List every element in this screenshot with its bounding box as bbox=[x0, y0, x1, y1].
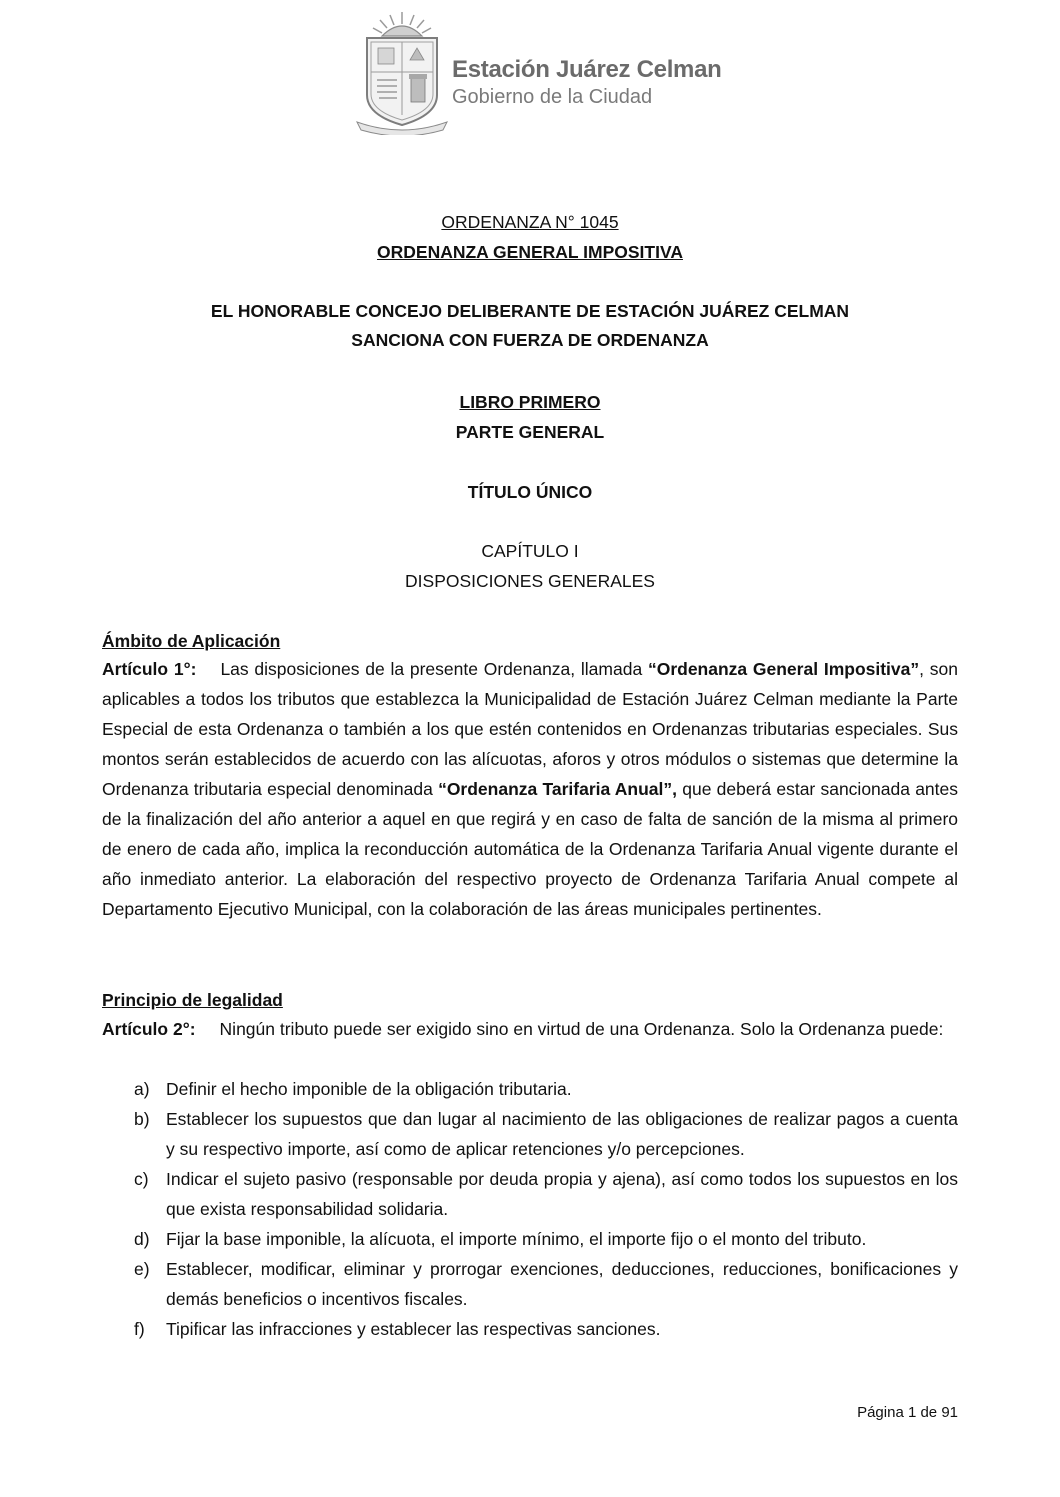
article-2-text: Ningún tributo puede ser exigido sino en virtud de una Ordenanza. Solo la Ordenanza puede: bbox=[219, 1019, 944, 1039]
article-1-text-b: , son aplicables a todos los tributos que establezca la Municipalidad de Estación Juárez Celman mediante la Parte Especial de esta Ordenanza o también a los que estén contenidos en Ordenanzas tributarias especiales. Sus montos serán establecidos de acuerdo con las alícuotas, aforos y otros módulos o sistemas que determine la Ordenanza tributaria especial denominada bbox=[102, 659, 958, 799]
list-item-marker: c) bbox=[134, 1169, 149, 1189]
list-item-text: Tipificar las infracciones y establecer las respectivas sanciones. bbox=[166, 1319, 661, 1339]
part-title: PARTE GENERAL bbox=[455, 422, 605, 442]
municipal-crest-icon bbox=[355, 10, 450, 135]
list-item-marker: d) bbox=[134, 1229, 150, 1249]
list-item-text: Indicar el sujeto pasivo (responsable por deuda propia y ajena), así como todos los supuestos en los que exista responsabilidad solidaria. bbox=[166, 1169, 958, 1219]
brand-title: Estación Juárez Celman bbox=[452, 56, 722, 83]
list-item bbox=[102, 1164, 958, 1224]
article-2-list bbox=[102, 1074, 958, 1344]
ordinance-name: ORDENANZA GENERAL IMPOSITIVA bbox=[377, 242, 683, 262]
page-number: Página 1 de 91 bbox=[857, 1404, 958, 1421]
list-item-text: Establecer los supuestos que dan lugar al nacimiento de las obligaciones de realizar pagos a cuenta y su respectivo importe, así como de aplicar retenciones y/o percepciones. bbox=[166, 1109, 958, 1159]
list-item bbox=[102, 1074, 958, 1104]
list-item-text: Definir el hecho imponible de la obligación tributaria. bbox=[166, 1079, 572, 1099]
article-1-text-a: Las disposiciones de la presente Ordenanza, llamada bbox=[220, 659, 648, 679]
council-line-2: SANCIONA CON FUERZA DE ORDENANZA bbox=[351, 330, 709, 350]
list-item-marker: a) bbox=[134, 1079, 150, 1099]
list-item-marker: e) bbox=[134, 1259, 150, 1279]
list-item-text: Establecer, modificar, eliminar y prorrogar exenciones, deducciones, reducciones, bonificaciones y demás beneficios o incentivos fiscales. bbox=[166, 1259, 958, 1309]
article-1-paragraph bbox=[102, 654, 958, 924]
brand-subtitle: Gobierno de la Ciudad bbox=[452, 86, 653, 108]
article-1-bold-a: “Ordenanza General Impositiva” bbox=[647, 659, 920, 679]
list-item bbox=[102, 1314, 958, 1344]
list-item bbox=[102, 1224, 958, 1254]
article-1-text-c: que deberá estar sancionada antes de la finalización del año anterior a aquel en que regirá y en caso de falta de sanción de la misma al primero de enero de cada año, implica la reconducción automática de la Ordenanza Tarifaria Anual vigente durante el año inmediato anterior. La elaboración del respectivo proyecto de Ordenanza Tarifaria Anual compete al Departamento Ejecutivo Municipal, con la colaboración de las áreas municipales pertinentes. bbox=[102, 779, 959, 919]
chapter-name: DISPOSICIONES GENERALES bbox=[405, 571, 655, 591]
chapter-title: CAPÍTULO I bbox=[481, 541, 579, 561]
article-2-paragraph bbox=[102, 1014, 958, 1044]
list-item-text: Fijar la base imponible, la alícuota, el importe mínimo, el importe fijo o el monto del tributo. bbox=[166, 1229, 867, 1249]
article-2-label: Artículo 2°: bbox=[102, 1019, 196, 1039]
list-item-marker: f) bbox=[134, 1319, 145, 1339]
article-1-label: Artículo 1°: bbox=[102, 659, 197, 679]
header-logo bbox=[355, 10, 722, 140]
section-heading-legalidad: Principio de legalidad bbox=[102, 990, 283, 1010]
book-title: LIBRO PRIMERO bbox=[459, 392, 601, 412]
section-heading-ambito: Ámbito de Aplicación bbox=[102, 631, 281, 651]
council-line-1: EL HONORABLE CONCEJO DELIBERANTE DE ESTACIÓN JUÁREZ CELMAN bbox=[210, 301, 850, 321]
list-item-marker: b) bbox=[134, 1109, 150, 1129]
ordinance-number: ORDENANZA N° 1045 bbox=[441, 212, 619, 232]
unique-title: TÍTULO ÚNICO bbox=[467, 482, 593, 502]
list-item bbox=[102, 1104, 958, 1164]
list-item bbox=[102, 1254, 958, 1314]
article-1-bold-b: “Ordenanza Tarifaria Anual”, bbox=[438, 779, 678, 799]
